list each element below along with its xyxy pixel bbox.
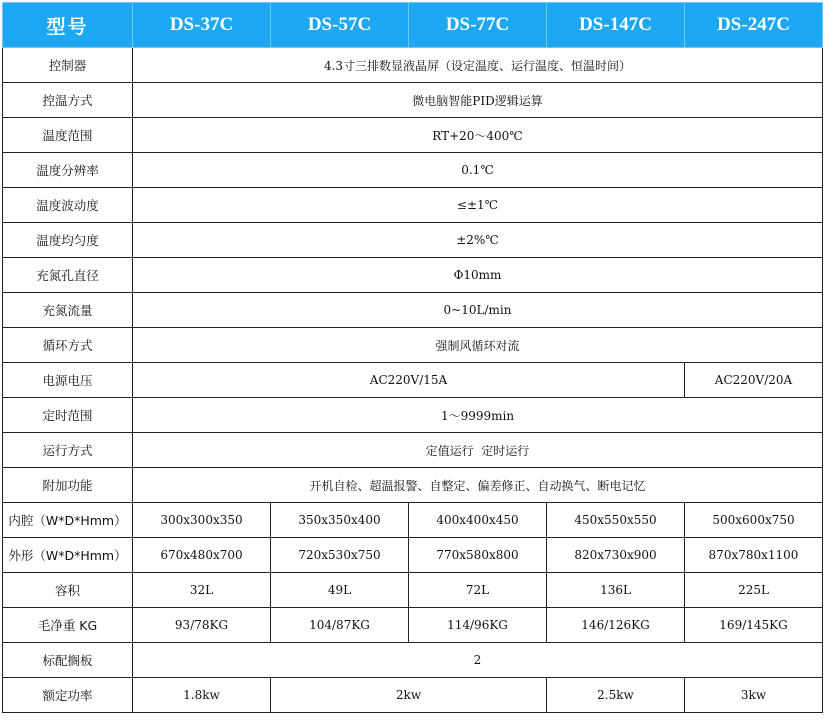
table-row <box>3 573 823 608</box>
table-row <box>3 363 823 398</box>
weight-ds-37c: 93/78KG <box>133 608 271 643</box>
model-header-ds-247c: DS-247C <box>685 3 823 48</box>
weight-ds-247c: 169/145KG <box>685 608 823 643</box>
circulation-value: 强制风循环对流 <box>133 328 823 363</box>
volume-ds-37c: 32L <box>133 573 271 608</box>
model-header-ds-147c: DS-147C <box>547 3 685 48</box>
rated-power-ds-147c: 2.5kw <box>547 678 685 713</box>
inner-size-ds-57c: 350x350x400 <box>271 503 409 538</box>
row-label-power-supply: 电源电压 <box>3 363 133 398</box>
temp-range-value: RT+20～400℃ <box>133 118 823 153</box>
row-label-weight: 毛净重 KG <box>3 608 133 643</box>
temp-resolution-value: 0.1℃ <box>133 153 823 188</box>
weight-ds-147c: 146/126KG <box>547 608 685 643</box>
row-label-shelves: 标配搁板 <box>3 643 133 678</box>
inner-size-ds-37c: 300x300x350 <box>133 503 271 538</box>
row-label-outer-size: 外形（W*D*Hmm） <box>3 538 133 573</box>
row-label-nitrogen-port: 充氮孔直径 <box>3 258 133 293</box>
shelves-value: 2 <box>133 643 823 678</box>
temp-control-value: 微电脑智能PID逻辑运算 <box>133 83 823 118</box>
volume-ds-57c: 49L <box>271 573 409 608</box>
run-mode-value: 定值运行 定时运行 <box>133 433 823 468</box>
temp-uniformity-value: ±2%℃ <box>133 223 823 258</box>
controller-value: 4.3寸三排数显液晶屏（设定温度、运行温度、恒温时间） <box>133 48 823 83</box>
table-row <box>3 223 823 258</box>
rated-power-ds-37c: 1.8kw <box>133 678 271 713</box>
row-label-circulation: 循环方式 <box>3 328 133 363</box>
model-header-label: 型号 <box>3 3 133 48</box>
table-row <box>3 678 823 713</box>
spec-table <box>2 2 823 713</box>
model-header-ds-57c: DS-57C <box>271 3 409 48</box>
table-row <box>3 83 823 118</box>
nitrogen-port-value: Φ10mm <box>133 258 823 293</box>
model-header-ds-37c: DS-37C <box>133 3 271 48</box>
rated-power-ds-57c-77c: 2kw <box>271 678 547 713</box>
row-label-temp-uniformity: 温度均匀度 <box>3 223 133 258</box>
temp-fluctuation-value: ≤±1℃ <box>133 188 823 223</box>
row-label-volume: 容积 <box>3 573 133 608</box>
table-row <box>3 188 823 223</box>
timer-range-value: 1～9999min <box>133 398 823 433</box>
outer-size-ds-147c: 820x730x900 <box>547 538 685 573</box>
row-label-temp-range: 温度范围 <box>3 118 133 153</box>
table-row <box>3 118 823 153</box>
table-row <box>3 153 823 188</box>
model-header-ds-77c: DS-77C <box>409 3 547 48</box>
volume-ds-147c: 136L <box>547 573 685 608</box>
row-label-controller: 控制器 <box>3 48 133 83</box>
table-row <box>3 538 823 573</box>
header-row <box>3 3 823 48</box>
row-label-timer-range: 定时范围 <box>3 398 133 433</box>
volume-ds-77c: 72L <box>409 573 547 608</box>
row-label-rated-power: 额定功率 <box>3 678 133 713</box>
row-label-temp-control: 控温方式 <box>3 83 133 118</box>
table-row <box>3 398 823 433</box>
nitrogen-flow-value: 0~10L/min <box>133 293 823 328</box>
inner-size-ds-247c: 500x600x750 <box>685 503 823 538</box>
table-row <box>3 503 823 538</box>
row-label-temp-fluctuation: 温度波动度 <box>3 188 133 223</box>
table-row <box>3 608 823 643</box>
weight-ds-77c: 114/96KG <box>409 608 547 643</box>
outer-size-ds-77c: 770x580x800 <box>409 538 547 573</box>
power-supply-value-b: AC220V/20A <box>685 363 823 398</box>
table-row <box>3 433 823 468</box>
volume-ds-247c: 225L <box>685 573 823 608</box>
row-label-nitrogen-flow: 充氮流量 <box>3 293 133 328</box>
rated-power-ds-247c: 3kw <box>685 678 823 713</box>
outer-size-ds-37c: 670x480x700 <box>133 538 271 573</box>
row-label-inner-size: 内腔（W*D*Hmm） <box>3 503 133 538</box>
table-row <box>3 468 823 503</box>
inner-size-ds-77c: 400x400x450 <box>409 503 547 538</box>
table-row <box>3 328 823 363</box>
extra-functions-value: 开机自检、超温报警、自整定、偏差修正、自动换气、断电记忆 <box>133 468 823 503</box>
table-row <box>3 258 823 293</box>
outer-size-ds-247c: 870x780x1100 <box>685 538 823 573</box>
outer-size-ds-57c: 720x530x750 <box>271 538 409 573</box>
power-supply-value-a: AC220V/15A <box>133 363 685 398</box>
table-row <box>3 643 823 678</box>
row-label-extra-functions: 附加功能 <box>3 468 133 503</box>
inner-size-ds-147c: 450x550x550 <box>547 503 685 538</box>
row-label-run-mode: 运行方式 <box>3 433 133 468</box>
row-label-temp-resolution: 温度分辨率 <box>3 153 133 188</box>
table-row <box>3 293 823 328</box>
weight-ds-57c: 104/87KG <box>271 608 409 643</box>
table-row <box>3 48 823 83</box>
